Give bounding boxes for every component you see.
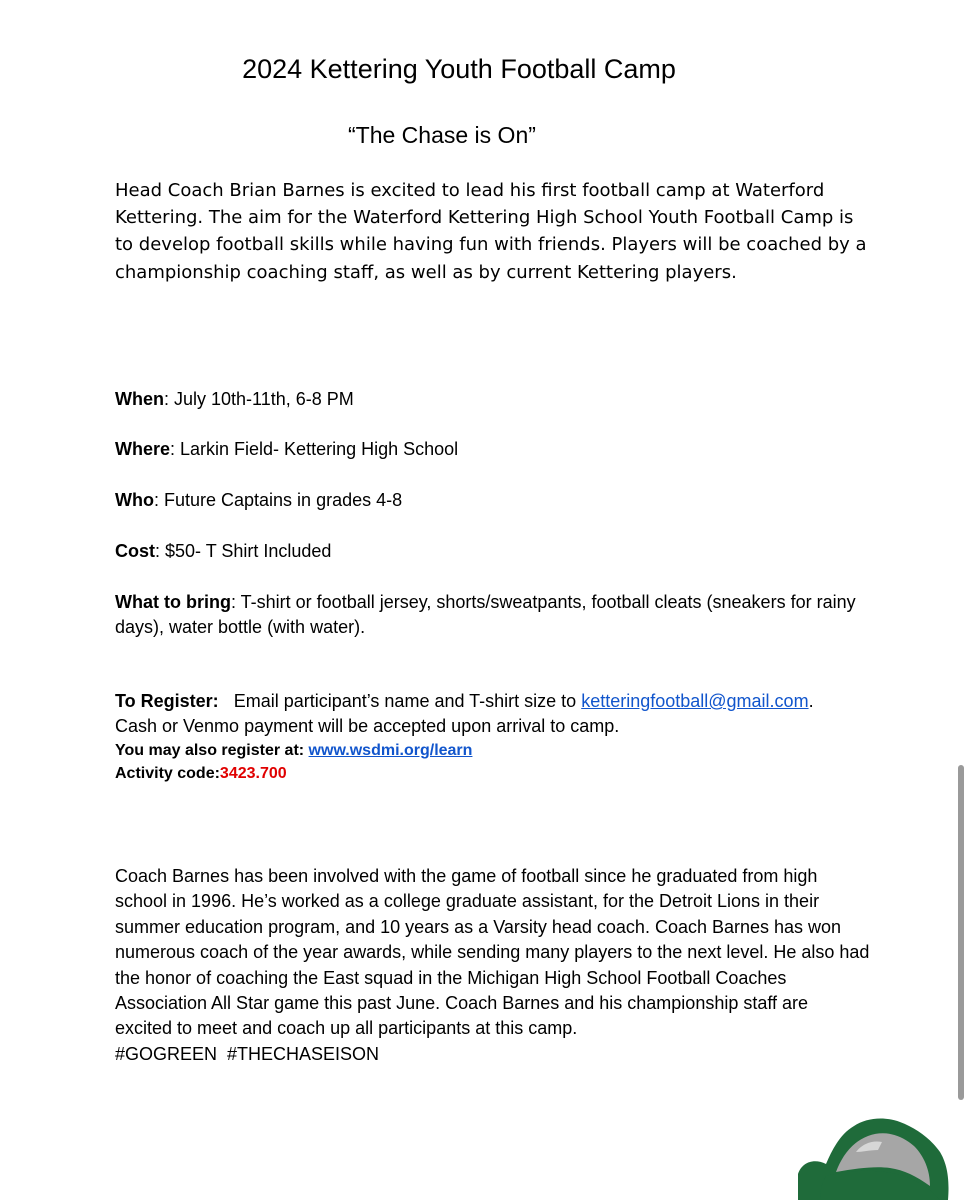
payment-line: Cash or Venmo payment will be accepted upon arrival to camp. — [115, 716, 620, 736]
hashtags: #GOGREEN #THECHASEISON — [115, 1043, 380, 1064]
where-value: : Larkin Field- Kettering High School — [170, 439, 459, 459]
detail-when — [115, 387, 875, 412]
register-period: . — [808, 691, 814, 711]
cost-label: Cost — [115, 541, 155, 561]
detail-where — [115, 437, 875, 462]
detail-who — [115, 488, 875, 513]
when-value: : July 10th-11th, 6-8 PM — [164, 389, 354, 409]
register-url-link[interactable]: www.wsdmi.org/learn — [308, 742, 473, 759]
page-subtitle: “The Chase is On” — [348, 122, 536, 148]
register-section — [115, 689, 885, 785]
coach-bio — [115, 864, 870, 1067]
vertical-scrollbar[interactable] — [958, 765, 964, 1100]
where-label: Where — [115, 439, 171, 459]
register-label: To Register: — [115, 691, 219, 711]
when-label: When — [115, 389, 164, 409]
activity-code-value: 3423.700 — [219, 765, 287, 782]
intro-paragraph: Head Coach Brian Barnes is excited to lead his first football camp at Waterford Kettering. The aim for the Waterford Kettering High School Youth Football Camp is to develop football skills while having fun with friends. Players will be coached by a championship coaching staff, as well as by current Kettering players. — [115, 180, 867, 283]
detail-cost — [115, 539, 875, 564]
cost-value: : $50- T Shirt Included — [155, 541, 332, 561]
bio-paragraph: Coach Barnes has been involved with the game of football since he graduated from high school in 1996. He’s worked as a college graduate assistant, for the Detroit Lions in their summer education program, and 10 years as a Varsity head coach. Coach Barnes has won numerous coach of the year awards, while sending many players to the next level. He also had the honor of coaching the East squad in the Michigan High School Football Coaches Association All Star game this past June. Coach Barnes and his championship staff are excited to meet and coach up all participants at this camp. — [115, 866, 870, 1039]
also-register-label: You may also register at: — [115, 742, 309, 759]
captain-hat-logo-icon — [796, 1112, 952, 1200]
also-register-line — [115, 739, 885, 762]
who-value: : Future Captains in grades 4-8 — [153, 490, 403, 510]
register-text: Email participant’s name and T-shirt size to — [218, 691, 582, 711]
bring-value: : T-shirt or football jersey, shorts/sweatpants, football cleats (sneakers for rainy days), water bottle (with water). — [115, 592, 856, 637]
detail-what-to-bring — [115, 590, 875, 640]
who-label: Who — [115, 490, 154, 510]
register-line — [115, 689, 885, 714]
page-title: 2024 Kettering Youth Football Camp — [242, 54, 676, 84]
activity-code-label: Activity code: — [115, 765, 220, 782]
bring-label: What to bring — [115, 592, 231, 612]
register-email-link[interactable]: ketteringfootball@gmail.com — [581, 691, 809, 711]
activity-code-line — [115, 762, 885, 785]
